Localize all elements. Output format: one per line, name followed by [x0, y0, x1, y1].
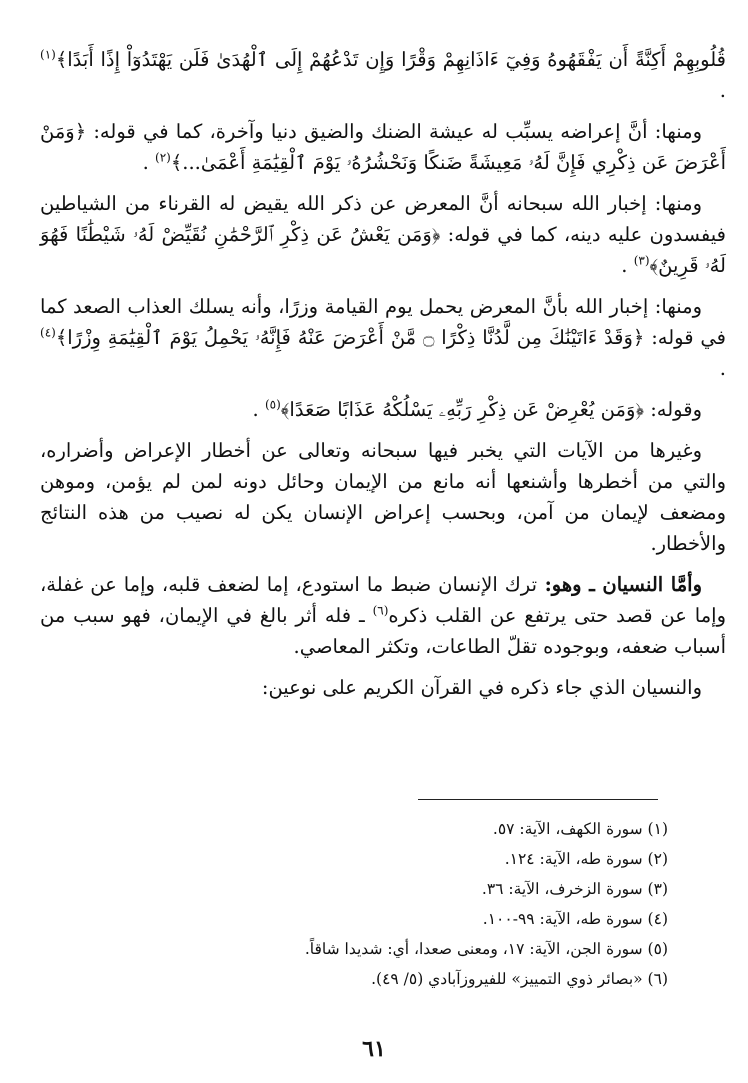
paragraph-6 [40, 435, 726, 559]
main-text [40, 44, 726, 713]
quran-verse: قُلُوبِهِمْ أَكِنَّةً أَن يَفْقَهُوهُ وَفِيٓ ءَاذَانِهِمْ وَقْرًا وَإِن تَدْعُهُمْ إِلَى ٱلْهُدَىٰ فَلَن يَهْتَدُوٓاْ إِذًا أَبَدًا﴾ [55, 48, 726, 71]
paragraph-text: وقوله: ﴿وَمَن يُعْرِضْ عَن ذِكْرِ رَبِّهِۦ يَسْلُكْهُ عَذَابًا صَعَدًا﴾ [280, 398, 702, 421]
page-number: ٦١ [362, 1036, 386, 1062]
paragraph-1 [40, 44, 726, 106]
paragraph-text: ومنها: أنَّ إعراضه يسبِّب له عيشة الضنك والضيق دنيا وآخرة، كما في قوله: ﴿وَمَنْ أَعْرَضَ عَن ذِكْرِي فَإِنَّ لَهُۥ مَعِيشَةً ضَنكًا وَنَحْشُرُهُۥ يَوْمَ ٱلْقِيَٰمَةِ أَعْمَىٰ...﴾ [40, 120, 726, 174]
footnote-ref[interactable]: (٣) [633, 253, 650, 268]
paragraph-text: ومنها: إخبار الله سبحانه أنَّ المعرض عن ذكر الله يقيض له القرناء من الشياطين فيفسدون عليه دينه، كما في قوله: ﴿وَمَن يَعْشُ عَن ذِكْرِ ٱلرَّحْمَٰنِ نُقَيِّضْ لَهُۥ شَيْطَٰنًا فَهُوَ لَهُۥ قَرِينٌ﴾ [40, 192, 726, 277]
paragraph-2 [40, 116, 726, 178]
footnote-5: (٥) سورة الجن، الآية: ١٧، ومعنى صعدا، أي: شديدا شاقاً. [304, 940, 668, 958]
footnote-divider [418, 799, 658, 800]
footnote-ref[interactable]: (٦) [372, 603, 389, 618]
paragraph-text: وغيرها من الآيات التي يخبر فيها سبحانه وتعالى عن أخطار الإعراض وأضراره، والتي من أخطرها وأشنعها أنه مانع من الإيمان وحائل دونه لمن لم يؤمن، وموهن ومضعف لإيمان من آمن، وبحسب إعراض الإنسان يكن له نصيب من هذه النتائج والأخطار. [40, 439, 726, 555]
paragraph-text: ترك الإنسان ضبط ما استودع، إما لضعف قلبه، وإما عن غفلة، وإما عن قصد حتى يرتفع عن القلب ذكره [40, 573, 727, 627]
footnote-ref[interactable]: (٥) [264, 397, 281, 412]
footnote-ref[interactable]: (١) [40, 47, 56, 62]
paragraph-text: والنسيان الذي جاء ذكره في القرآن الكريم على نوعين: [261, 676, 702, 699]
punctuation: . [719, 79, 726, 102]
punctuation: . [142, 151, 156, 174]
footnote-ref[interactable]: (٤) [40, 325, 56, 340]
punctuation: . [719, 357, 726, 380]
punctuation: . [621, 254, 634, 277]
footnote-1: (١) سورة الكهف، الآية: ٥٧. [492, 820, 668, 838]
paragraph-8 [40, 672, 726, 703]
footnote-6: (٦) «بصائر ذوي التمييز» للفيروزآبادي (٥/ ٤٩). [371, 970, 668, 988]
footnote-2: (٢) سورة طه، الآية: ١٢٤. [504, 850, 668, 868]
footnotes [40, 814, 668, 994]
paragraph-text: ـ فله أثر بالغ في الإيمان، فهو سبب من أسباب ضعفه، وبوجوده تقلّ الطاعات، وتكثر المعاصي. [40, 604, 726, 658]
paragraph-7 [40, 569, 726, 662]
term-heading: وأمَّا النسيان ـ وهو: [537, 573, 702, 596]
paragraph-3 [40, 188, 726, 281]
footnote-ref[interactable]: (٢) [155, 150, 171, 165]
footnote-3: (٣) سورة الزخرف، الآية: ٣٦. [481, 880, 668, 898]
paragraph-5 [40, 394, 726, 425]
paragraph-text: ومنها: إخبار الله بأنَّ المعرض يحمل يوم القيامة وزرًا، وأنه يسلك العذاب الصعد كما في قوله: ﴿وَقَدْ ءَاتَيْنَٰكَ مِن لَّدُنَّا ذِكْرًا ۝ مَّنْ أَعْرَضَ عَنْهُ فَإِنَّهُۥ يَحْمِلُ يَوْمَ ٱلْقِيَٰمَةِ وِزْرًا﴾ [40, 295, 727, 349]
punctuation: . [252, 398, 265, 421]
paragraph-4 [40, 291, 726, 384]
footnote-4: (٤) سورة طه، الآية: ٩٩-١٠٠. [482, 910, 668, 928]
